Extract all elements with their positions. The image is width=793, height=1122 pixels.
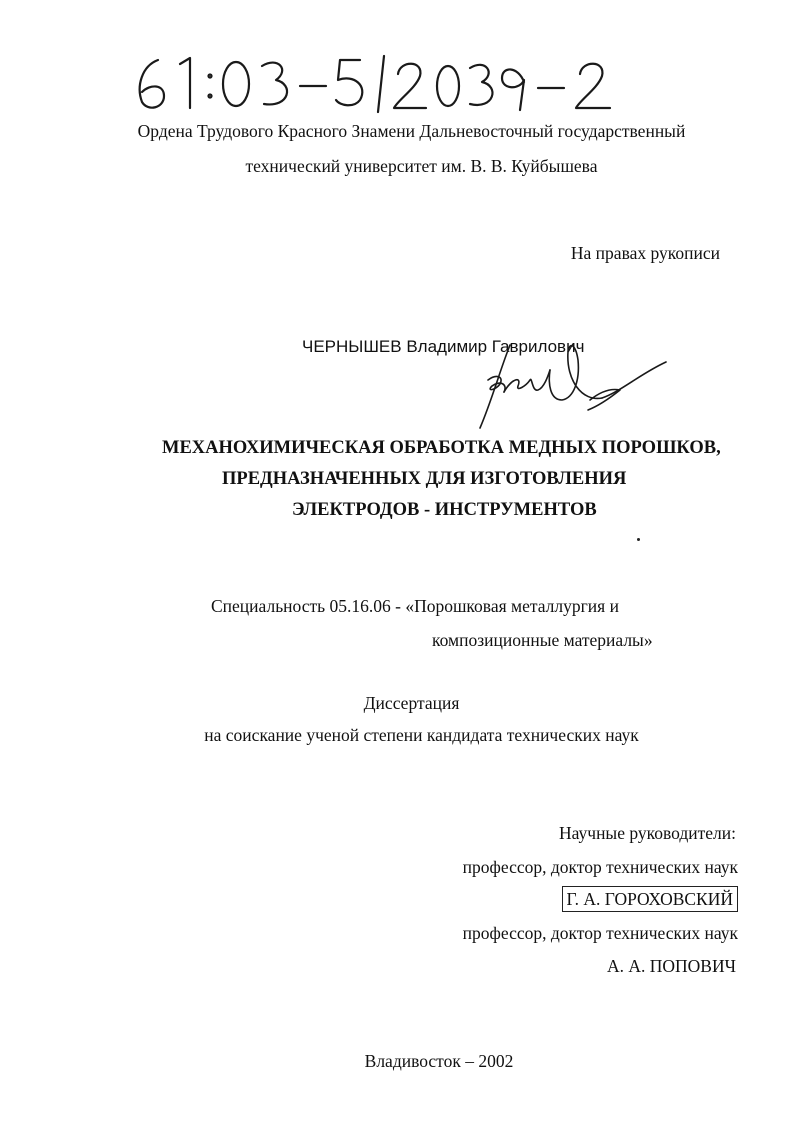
- supervisors-heading: Научные руководители:: [559, 823, 736, 843]
- title-line-2: ПРЕДНАЗНАЧЕННЫХ ДЛЯ ИЗГОТОВЛЕНИЯ: [222, 469, 627, 489]
- city-year: Владивосток – 2002: [364, 1051, 514, 1071]
- title-line-1: МЕХАНОХИМИЧЕСКАЯ ОБРАБОТКА МЕДНЫХ ПОРОШКОВ,: [162, 438, 721, 458]
- dissertation-degree: на соискание ученой степени кандидата технических наук: [204, 725, 639, 745]
- stray-mark: [637, 538, 640, 541]
- supervisor-1-name: Г. А. ГОРОХОВСКИЙ: [562, 886, 739, 912]
- author-signature: [470, 340, 670, 430]
- specialty-line-2: композиционные материалы»: [432, 630, 653, 650]
- archive-code-handwritten: [128, 52, 648, 114]
- specialty-line-1: Специальность 05.16.06 - «Порошковая металлургия и: [211, 596, 619, 616]
- supervisor-1-degree: профессор, доктор технических наук: [462, 857, 738, 877]
- title-line-3: ЭЛЕКТРОДОВ - ИНСТРУМЕНТОВ: [292, 500, 597, 520]
- dissertation-label: Диссертация: [363, 693, 460, 713]
- author-name: ЧЕРНЫШЕВ Владимир Гаврилович: [302, 337, 585, 356]
- supervisor-2-name: А. А. ПОПОВИЧ: [606, 956, 736, 976]
- supervisor-2-degree: профессор, доктор технических наук: [462, 923, 738, 943]
- organization-line-2: технический университет им. В. В. Куйбышева: [245, 156, 598, 176]
- rights-note: На правах рукописи: [570, 243, 720, 263]
- organization-line-1: Ордена Трудового Красного Знамени Дальневосточный государственный: [137, 121, 686, 141]
